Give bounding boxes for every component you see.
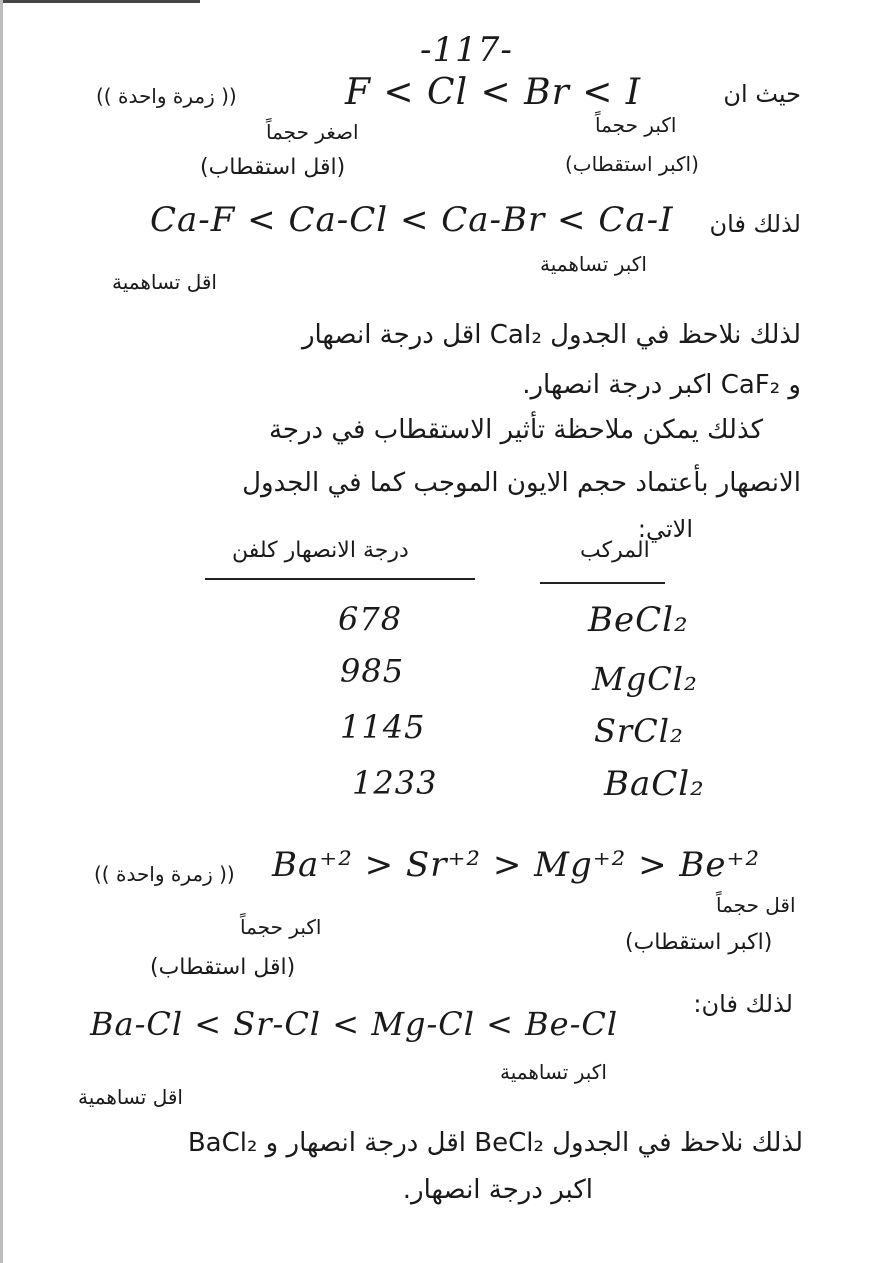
table-cell-melting-point: 1233 <box>352 764 438 802</box>
cation-smallest-size-label: اقل حجماً <box>716 893 796 917</box>
paragraph-line-3: الاتي: <box>637 515 693 543</box>
halide-most-covalent-label: اكبر تساهمية <box>540 252 647 276</box>
table-cell-compound: MgCl₂ <box>592 660 698 698</box>
halide-smallest-polarization: (اقل استقطاب) <box>200 155 346 180</box>
table-cell-compound: SrCl₂ <box>594 712 684 750</box>
paragraph-line-1: كذلك يمكن ملاحظة تأثير الاستقطاب في درجة <box>268 415 763 445</box>
paragraph-line-2: الانصهار بأعتماد حجم الايون الموجب كما في الجدول <box>242 468 801 498</box>
table-header-rule-left <box>205 578 475 580</box>
halide-largest-polarization: (اكبر استقطاب) <box>565 152 699 176</box>
halide-group-note: (( زمرة واحدة )) <box>96 84 237 108</box>
intro-label: حيث ان <box>723 80 801 108</box>
table-cell-melting-point: 1145 <box>340 708 426 746</box>
cation-largest-polarization: (اقل استقطاب) <box>150 955 296 980</box>
scan-edge-left <box>0 0 3 1263</box>
observation-line-1: لذلك نلاحظ في الجدول CaI₂ اقل درجة انصهار <box>301 320 801 350</box>
cation-smallest-polarization: (اكبر استقطاب) <box>625 930 773 955</box>
table-cell-compound: BeCl₂ <box>588 600 689 640</box>
chloride-bond-series: Ba-Cl < Sr-Cl < Mg-Cl < Be-Cl <box>90 1005 619 1043</box>
cation-most-covalent-label: اكبر تساهمية <box>500 1060 607 1084</box>
table-header-rule-right <box>540 582 665 584</box>
cation-least-covalent-label: اقل تساهمية <box>78 1085 183 1109</box>
calcium-halide-bond-series: Ca-F < Ca-Cl < Ca-Br < Ca-I <box>150 200 674 240</box>
conclusion-line-1: لذلك نلاحظ في الجدول BeCl₂ اقل درجة انصهار و BaCl₂ <box>187 1128 803 1158</box>
halide-smallest-size-label: اصغر حجماً <box>266 120 359 144</box>
halide-least-covalent-label: اقل تساهمية <box>112 270 217 294</box>
halide-largest-size-label: اكبر حجماً <box>595 113 677 137</box>
halide-therefore-label: لذلك فان <box>709 210 801 238</box>
table-header-compound: المركب <box>580 538 650 563</box>
cation-therefore-label: لذلك فان: <box>693 990 793 1018</box>
cation-group-note: (( زمرة واحدة )) <box>94 862 235 886</box>
conclusion-line-2: اكبر درجة انصهار. <box>402 1175 593 1205</box>
table-cell-melting-point: 985 <box>340 652 405 690</box>
table-cell-melting-point: 678 <box>338 600 403 638</box>
table-header-melting-point: درجة الانصهار كلفن <box>232 538 409 563</box>
page-number: -117- <box>420 30 513 70</box>
cation-series: Ba⁺² > Sr⁺² > Mg⁺² > Be⁺² <box>272 845 761 885</box>
scan-edge-top <box>0 0 200 3</box>
cation-largest-size-label: اكبر حجماً <box>240 915 322 939</box>
observation-line-2: و CaF₂ اكبر درجة انصهار. <box>522 370 801 400</box>
table-cell-compound: BaCl₂ <box>604 764 705 804</box>
halide-series: F < Cl < Br < I <box>345 72 642 113</box>
